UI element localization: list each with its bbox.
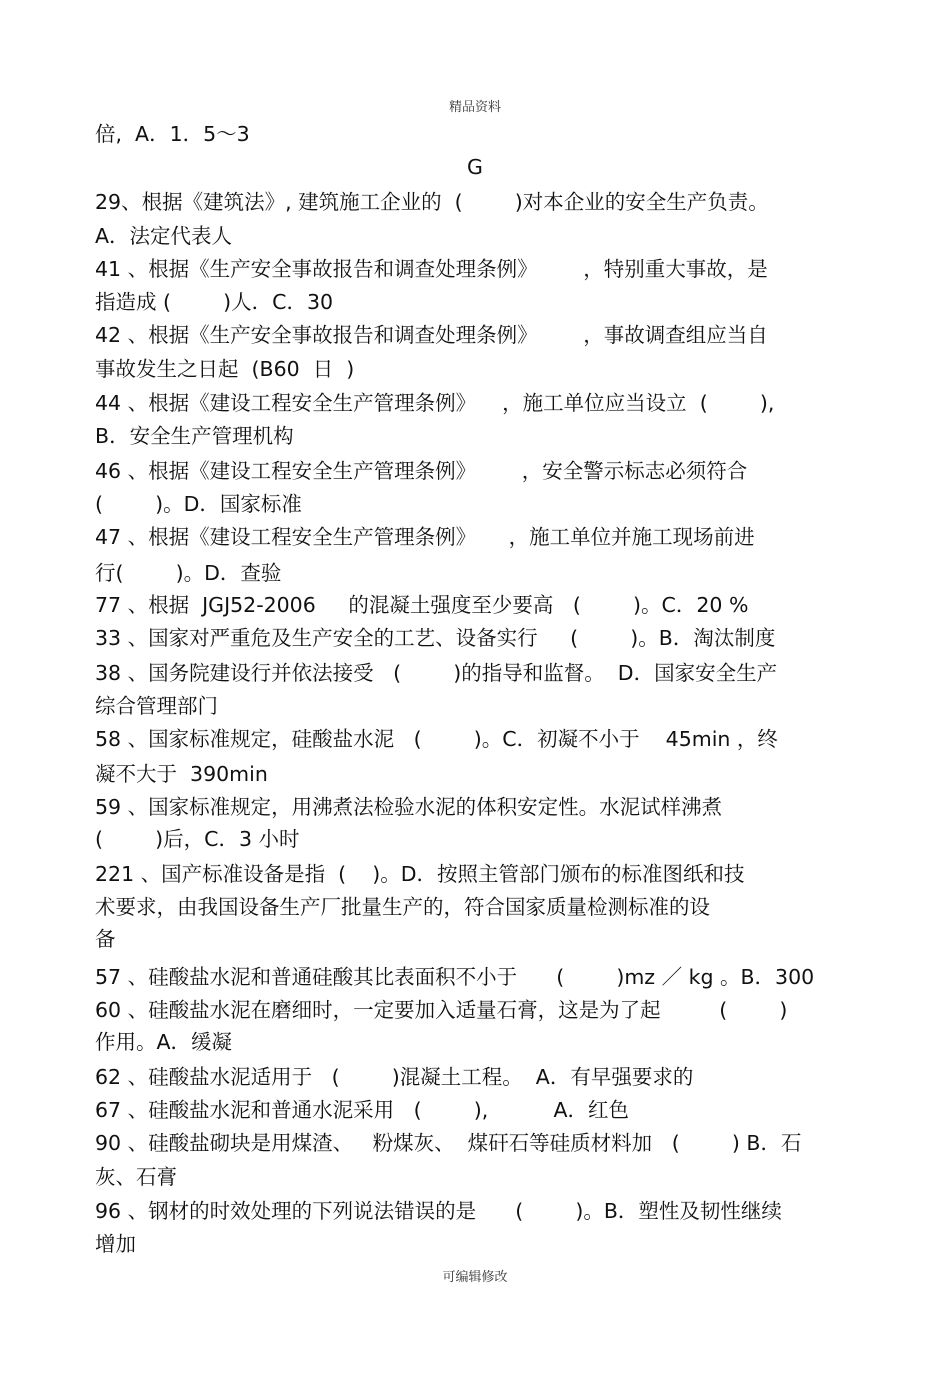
text-line: 凝不大于 390min (95, 762, 268, 786)
text-line: A．法定代表人 (95, 224, 233, 248)
text-line: 59 、国家标准规定，用沸煮法检验水泥的体积安定性。水泥试样沸煮 (95, 795, 723, 819)
page-header: 精品资料 (448, 100, 501, 115)
text-line: 57 、硅酸盐水泥和普通硅酸其比表面积不小于 ( )mz ／ kg 。B．300 (95, 965, 815, 989)
text-line: 行( )。D．查验 (95, 561, 282, 585)
text-line: 77 、根据 JGJ52-2006 的混凝土强度至少要高 ( )。C．20 % (95, 593, 749, 617)
text-line: 倍, A．1．5～3 (95, 122, 250, 146)
text-line: ( )后，C．3 小时 (95, 827, 300, 851)
text-line: 46 、根据《建设工程安全生产管理条例》 ，安全警示标志必须符合 (95, 459, 748, 483)
text-line: B．安全生产管理机构 (95, 424, 294, 448)
text-line: 术要求，由我国设备生产厂批量生产的，符合国家质量检测标准的设 (95, 895, 710, 919)
text-line: 62 、硅酸盐水泥适用于 ( )混凝土工程。 A．有早强要求的 (95, 1065, 694, 1089)
text-line: 38 、国务院建设行并依法接受 ( )的指导和监督。 D．国家安全生产 (95, 661, 778, 685)
text-line: 67 、硅酸盐水泥和普通水泥采用 ( ), A．红色 (95, 1098, 629, 1122)
text-line: 作用。A．缓凝 (95, 1030, 233, 1054)
text-line: 221 、国产标准设备是指 ( )。D．按照主管部门颁布的标准图纸和技 (95, 862, 745, 886)
text-line: 42 、根据《生产安全事故报告和调查处理条例》 ，事故调查组应当自 (95, 323, 768, 347)
text-line: 33 、国家对严重危及生产安全的工艺、设备实行 ( )。B．淘汰制度 (95, 626, 776, 650)
page-footer: 可编辑修改 (442, 1270, 508, 1285)
text-line: 备 (95, 927, 116, 951)
text-line: 事故发生之日起 (B60 日 ) (95, 357, 355, 381)
text-line: 增加 (95, 1232, 136, 1256)
text-line: 综合管理部门 (95, 694, 218, 718)
text-line: ( )。D．国家标准 (95, 492, 302, 516)
text-line: 90 、硅酸盐砌块是用煤渣、 粉煤灰、 煤矸石等硅质材料加 ( ) B．石 (95, 1131, 802, 1155)
text-line: 58 、国家标准规定，硅酸盐水泥 ( )。C．初凝不小于 45min ，终 (95, 727, 778, 751)
text-line: 29、根据《建筑法》, 建筑施工企业的 ( )对本企业的安全生产负责。 (95, 190, 769, 214)
text-line: 47 、根据《建设工程安全生产管理条例》 ，施工单位并施工现场前进 (95, 525, 755, 549)
text-line: 96 、钢材的时效处理的下列说法错误的是 ( )。B．塑性及韧性继续 (95, 1199, 782, 1223)
text-line: 41 、根据《生产安全事故报告和调查处理条例》 ，特别重大事故，是 (95, 257, 768, 281)
text-line: 指造成 ( )人．C．30 (95, 290, 334, 314)
text-line: 灰、石膏 (95, 1165, 177, 1189)
text-line: 60 、硅酸盐水泥在磨细时，一定要加入适量石膏，这是为了起 ( ) (95, 998, 788, 1022)
text-line: 44 、根据《建设工程安全生产管理条例》 ，施工单位应当设立 ( ), (95, 391, 775, 415)
text-line: G (467, 155, 483, 179)
